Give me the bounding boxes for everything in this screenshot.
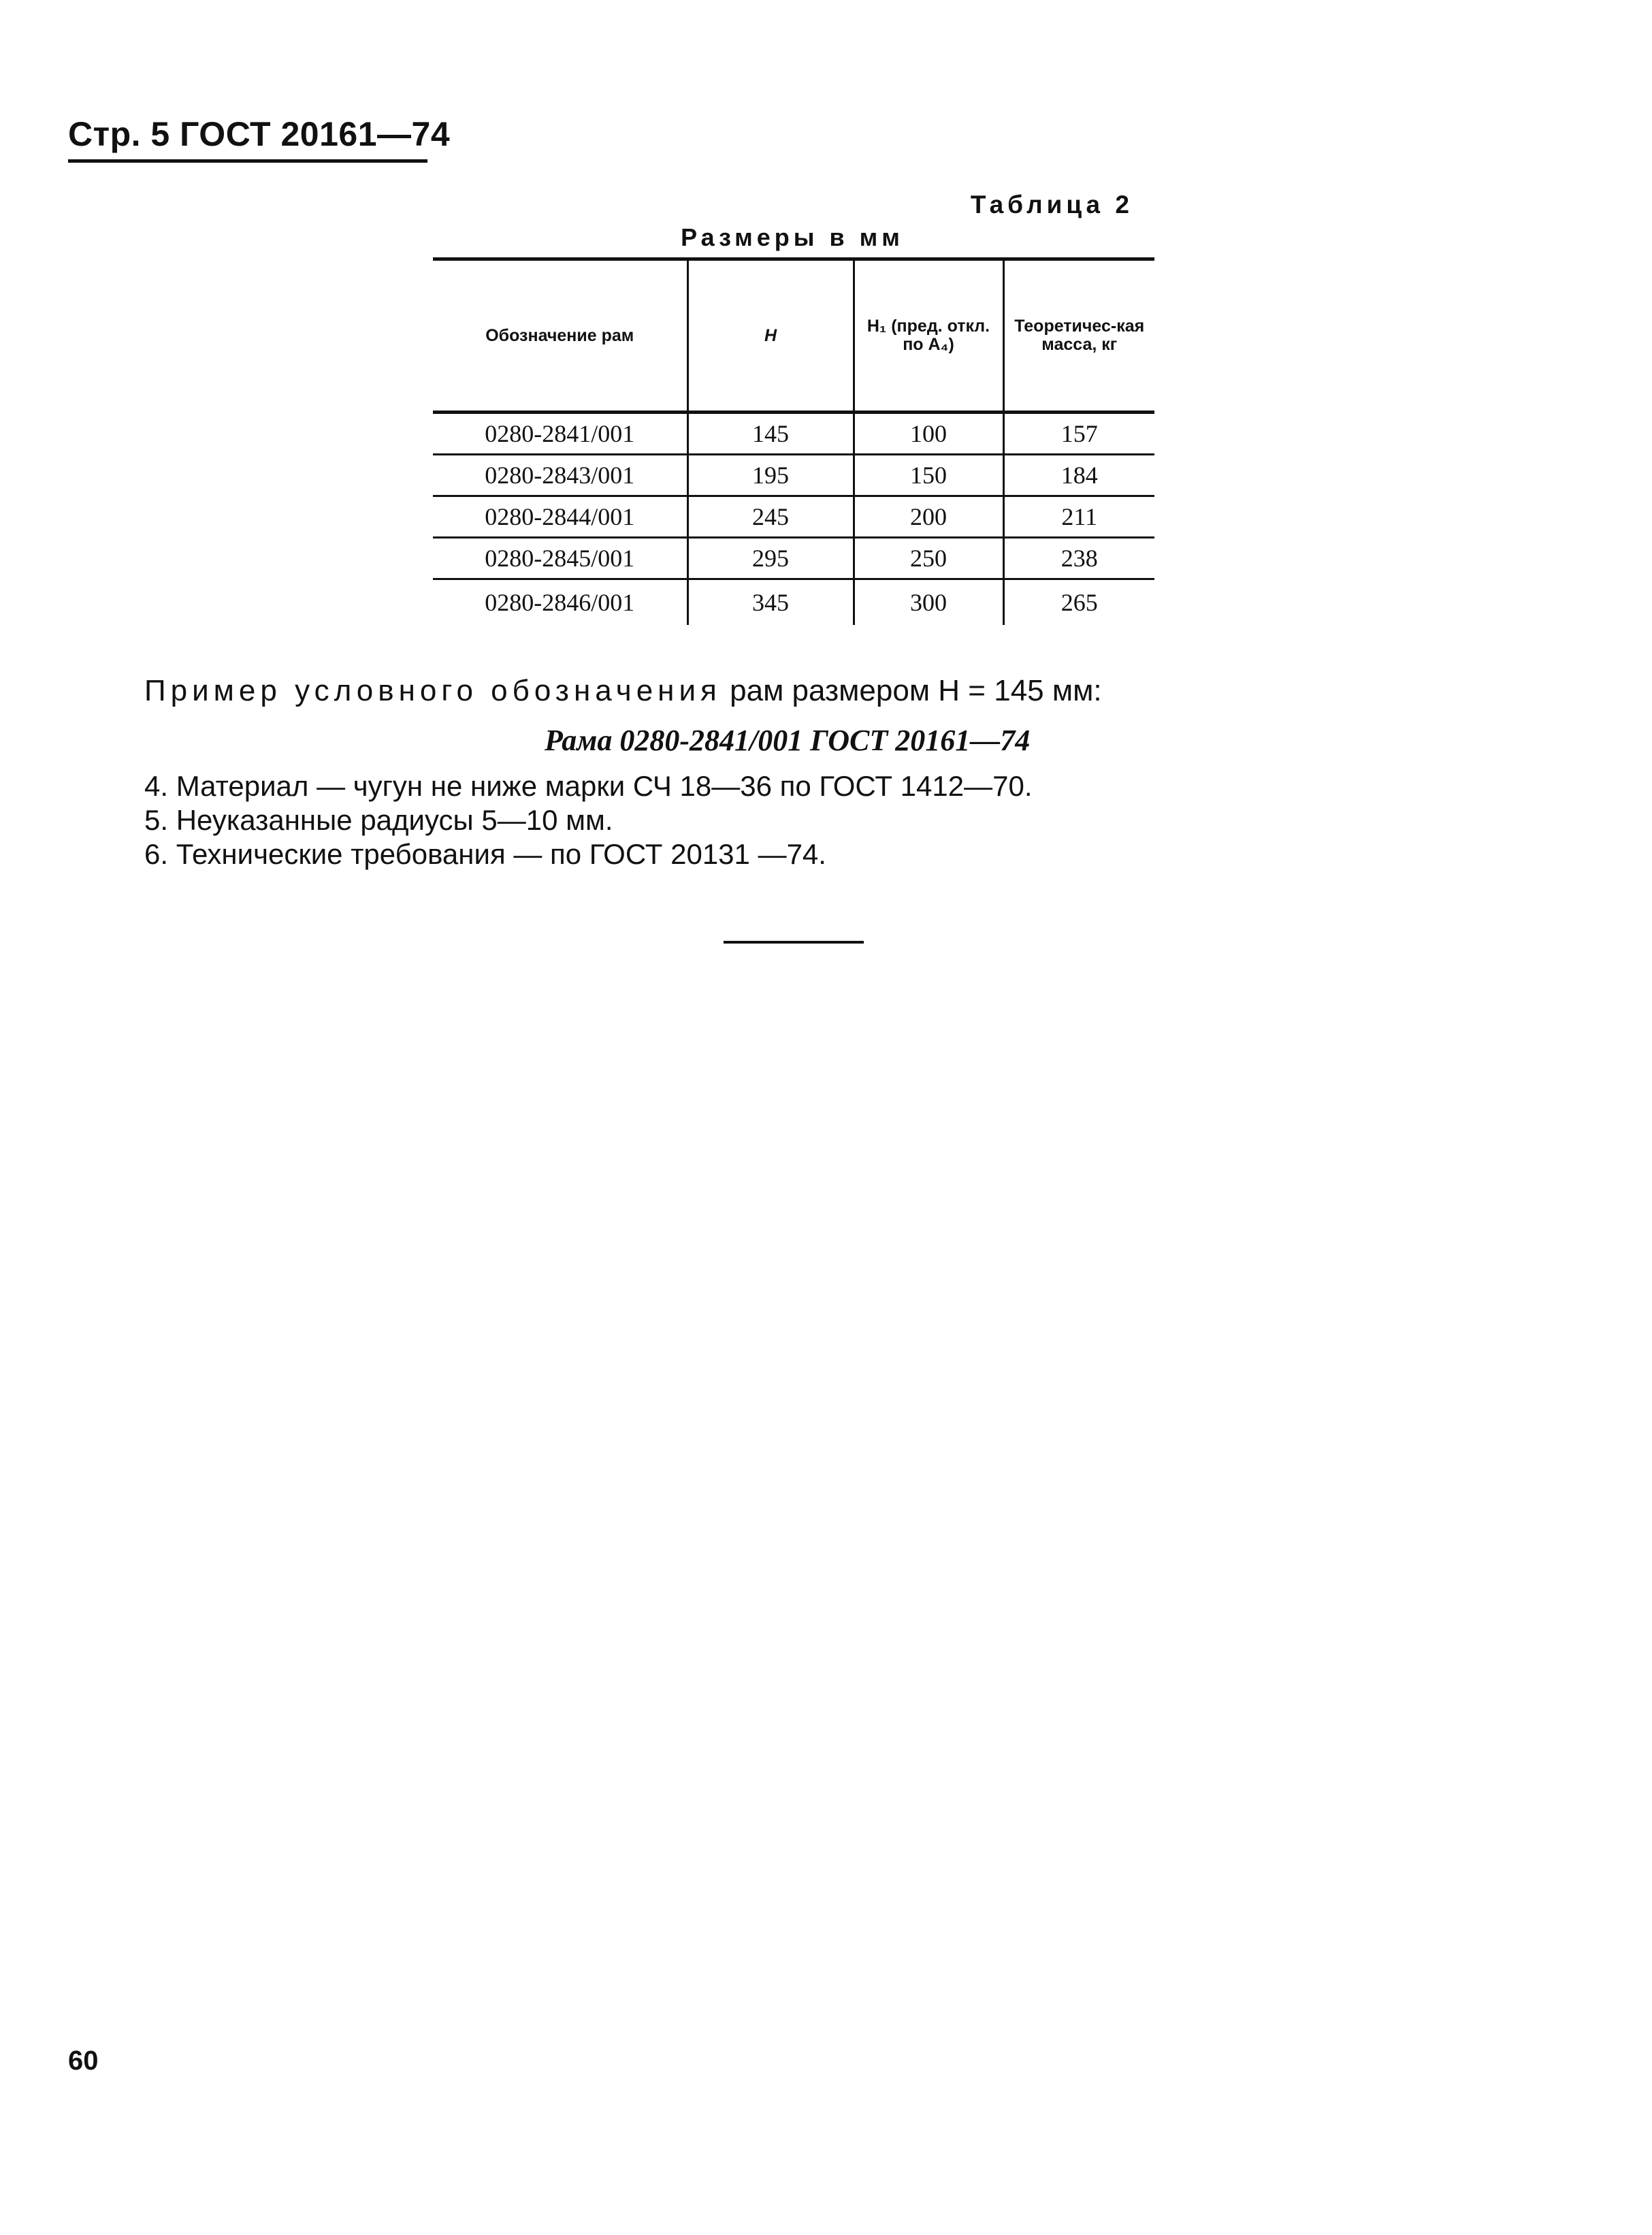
- cell-mass: 184: [1003, 455, 1154, 496]
- header-h: H: [687, 259, 854, 413]
- end-rule: [724, 941, 864, 944]
- example-rest: рам размером H = 145 мм:: [730, 674, 1102, 707]
- cell-mass: 238: [1003, 538, 1154, 579]
- header-h1: H₁ (пред. откл. по A₄): [854, 259, 1003, 413]
- cell-h: 195: [687, 455, 854, 496]
- table-row: [433, 455, 1154, 496]
- cell-mass: 211: [1003, 496, 1154, 538]
- table-row: [433, 413, 1154, 455]
- running-head-rule: [68, 159, 427, 163]
- notes-list: [144, 769, 1033, 871]
- cell-h: 295: [687, 538, 854, 579]
- cell-h1: 250: [854, 538, 1003, 579]
- cell-h1: 200: [854, 496, 1003, 538]
- cell-h: 345: [687, 579, 854, 626]
- cell-h: 245: [687, 496, 854, 538]
- header-mass: Теоретичес-кая масса, кг: [1003, 259, 1154, 413]
- cell-h: 145: [687, 413, 854, 455]
- cell-mass: 265: [1003, 579, 1154, 626]
- cell-designation: 0280-2844/001: [433, 496, 687, 538]
- cell-designation: 0280-2845/001: [433, 538, 687, 579]
- note-item: 6. Технические требования — по ГОСТ 20131 —74.: [144, 838, 826, 870]
- table-row: [433, 538, 1154, 579]
- cell-designation: 0280-2841/001: [433, 413, 687, 455]
- cell-h1: 150: [854, 455, 1003, 496]
- note-item: 5. Неуказанные радиусы 5—10 мм.: [144, 804, 613, 836]
- table-row: [433, 579, 1154, 626]
- note-item: 4. Материал — чугун не ниже марки СЧ 18—36 по ГОСТ 1412—70.: [144, 770, 1033, 802]
- table-caption: Таблица 2: [970, 191, 1133, 219]
- cell-designation: 0280-2843/001: [433, 455, 687, 496]
- example-lead: Пример условного обозначения: [144, 674, 722, 707]
- cell-h1: 300: [854, 579, 1003, 626]
- cell-h1: 100: [854, 413, 1003, 455]
- cell-mass: 157: [1003, 413, 1154, 455]
- header-designation: Обозначение рам: [433, 259, 687, 413]
- dimensions-table: [433, 257, 1154, 625]
- cell-designation: 0280-2846/001: [485, 589, 635, 616]
- table-row: [433, 496, 1154, 538]
- table-units: Размеры в мм: [681, 223, 904, 251]
- example-designation: Рама 0280-2841/001 ГОСТ 20161—74: [545, 724, 1031, 757]
- example-line: [144, 674, 1165, 708]
- running-head: Стр. 5 ГОСТ 20161—74: [68, 115, 451, 153]
- table-header-row: [433, 259, 1154, 413]
- page-number: 60: [68, 2046, 99, 2076]
